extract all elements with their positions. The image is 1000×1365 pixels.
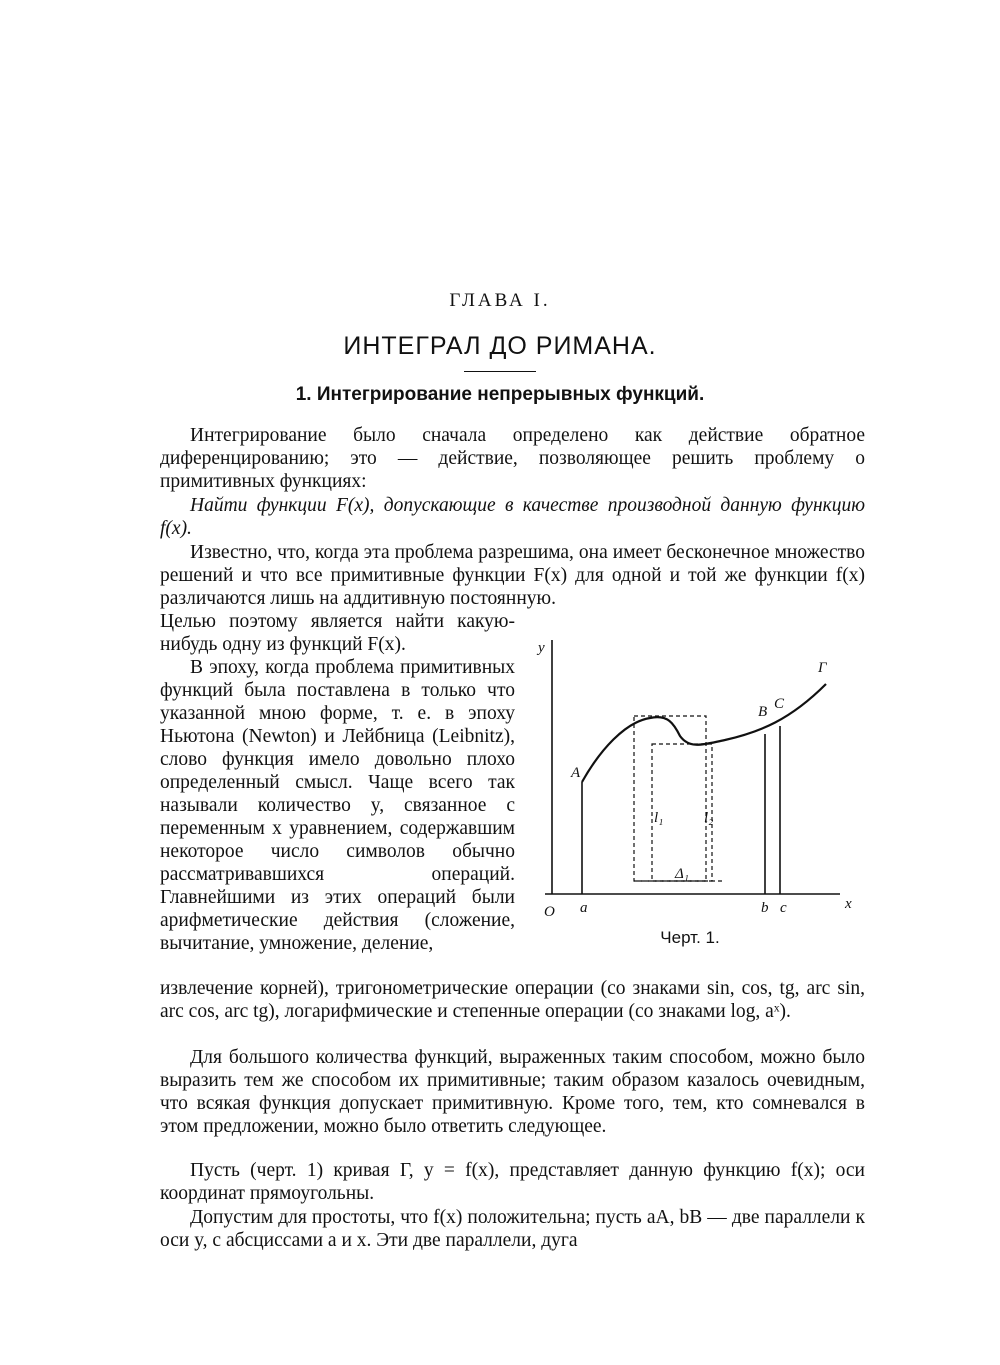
label-x: x xyxy=(845,896,852,912)
label-a: a xyxy=(580,900,588,916)
paragraph-6: Для большого количества функций, выраженных таким способом, можно было выразить тем же способом их примитивные; таким образом казалось очевидным, что всякая функция допускает примитивную. Кроме того, тем, кто сомневался в этом предложении, можно было ответить следующее. xyxy=(160,1047,865,1137)
label-l1: l₁ xyxy=(654,810,664,826)
curve-gamma xyxy=(582,684,826,782)
title-divider xyxy=(464,371,536,372)
chapter-title: ИНТЕГРАЛ ДО РИМАНА. xyxy=(343,332,657,360)
section-title: 1. Интегрирование непрерывных функций. xyxy=(295,384,705,405)
dashed-rectangle-1 xyxy=(634,716,706,881)
label-b: b xyxy=(761,900,769,916)
label-A: A xyxy=(571,765,581,781)
label-gamma: Γ xyxy=(818,660,827,676)
label-origin: O xyxy=(544,904,555,920)
label-c: c xyxy=(780,900,787,916)
figure-1 xyxy=(530,632,860,952)
paragraph-8: Допустим для простоты, что f(x) положительна; пусть aA, bB — две параллели к оси y, с абсциссами a и x. Эти две параллели, дуга xyxy=(160,1207,865,1251)
label-C: C xyxy=(774,696,785,712)
figure-1-caption: Черт. 1. xyxy=(660,928,720,947)
paragraph-1: Интегрирование было сначала определено как действие обратное диференцированию; это — действие, позволяющее решить проблему о примитивных функциях: xyxy=(160,425,865,492)
paragraph-5: В эпоху, когда проблема примитивных функций была поставлена в только что указанной мною форме, т. е. в эпоху Ньютона (Newton) и Лейбница (Leibnitz), слово функция имело довольно плохо определенный смысл. Чаще всего так называли количество y, связанное с переменным x уравнением, содержавшим некоторое число символов обычно рассматривавшихся операций. Главнейшими из этих операций были арифметические действия (сложение, вычитание, умножение, деление, xyxy=(160,657,515,954)
paragraph-2-problem: Найти функции F(x), допускающие в качестве производной данную функцию f(x). xyxy=(160,495,865,539)
figure-1-diagram xyxy=(530,632,860,952)
label-l2: l₂ xyxy=(704,810,714,826)
chapter-label: ГЛАВА I. xyxy=(449,290,551,311)
label-B: B xyxy=(758,704,768,720)
paragraph-7: Пусть (черт. 1) кривая Γ, y = f(x), представляет данную функцию f(x); оси координат прямоугольны. xyxy=(160,1160,865,1204)
paragraph-5-continued: извлечение корней), тригонометрические операции (со знаками sin, cos, tg, arc sin, arc cos, arc tg), логарифмические и степенные операции (со знаками log, aˣ). xyxy=(160,978,865,1022)
paragraph-4: Целью поэтому является найти какую-нибудь одну из функций F(x). xyxy=(160,611,515,655)
label-delta: Δ₁ xyxy=(675,866,690,882)
paragraph-3: Известно, что, когда эта проблема разрешима, она имеет бесконечное множество решений и что все примитивные функции F(x) для одной и той же функции f(x) различаются лишь на аддитивную постоянную. xyxy=(160,542,865,609)
label-y: y xyxy=(538,640,545,656)
